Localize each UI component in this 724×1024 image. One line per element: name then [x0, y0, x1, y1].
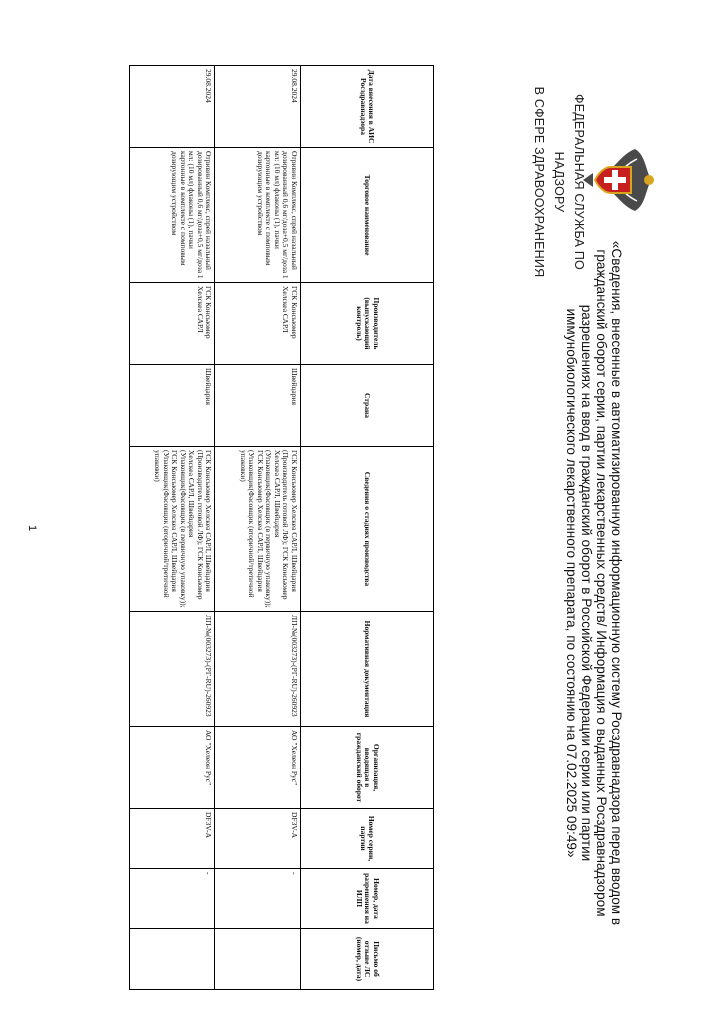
page-number: 1 [26, 525, 38, 532]
header-batch: Номер серии, партии [301, 809, 434, 869]
cell-manufacturer: ГСК Консьюмер Хелскеа САРЛ [215, 283, 301, 365]
cell-manufacturer: ГСК Консьюмер Хелскеа САРЛ [130, 283, 216, 365]
cell-batch: DF3V-A [215, 809, 301, 869]
table-row [215, 66, 301, 990]
agency-name-line-1: ФЕДЕРАЛЬНАЯ СЛУЖБА ПО НАДЗОРУ [552, 94, 586, 270]
cell-country: Швейцария [130, 365, 216, 447]
agency-name-line-2: В СФЕРЕ ЗДРАВООХРАНЕНИЯ [532, 86, 546, 278]
header-regulatory-doc: Нормативная документация [301, 612, 434, 727]
cell-trade-name: Отривин Комплекс, спрей назальный дозированный 0,6 мг/доза+0,5 мг/доза 1 мл: (10 мл) флаконы (1), пачки картонные в комплекте с помповым дозирующим устройством [130, 148, 216, 283]
header-organization: Организация, вводящая в гражданский оборот [301, 727, 434, 809]
cell-regulatory-doc: ЛП-№(003273)-(РГ-RU)-260923 [215, 612, 301, 727]
table-header-row [301, 66, 434, 990]
roszdravnadzor-emblem-icon [579, 145, 659, 215]
cell-trade-name: Отривин Комплекс, спрей назальный дозированный 0,6 мг/доза+0,5 мг/доза 1 мл: (10 мл) флаконы (1), пачки картонные в комплекте с помповым дозирующим устройством [215, 148, 301, 283]
cell-date: 29.08.2024 [130, 66, 216, 148]
header-manufacturer: Производитель (выпускающий контроль) [301, 283, 434, 365]
header-stages: Сведения о стадиях производства [301, 447, 434, 612]
cell-organization: АО "Хелеон Рус" [130, 727, 216, 809]
cell-recall [215, 929, 301, 990]
cell-regulatory-doc: ЛП-№(003273)-(РГ-RU)-260923 [130, 612, 216, 727]
header-date: Дата внесения в АИС Росздравнадзора [301, 66, 434, 148]
cell-batch: DF3V-A [130, 809, 216, 869]
cell-recall [130, 929, 216, 990]
cell-country: Швейцария [215, 365, 301, 447]
table-row [130, 66, 216, 990]
header-trade-name: Торговое наименование [301, 148, 434, 283]
registry-table [129, 65, 434, 990]
cell-stages: ГСК Консьюмер Хелскеа САРЛ, Швейцария (Производитель готовой ЛФ); ГСК Консьюмер Хелскеа САРЛ, Швейцария (Упаковщик(Фасовщик (в первичную упаковку)); ГСК Консьюмер Хелскеа САРЛ, Швейцария (Упаковщик(Фасовщик (вторичной/третичной упаковки) [215, 447, 301, 612]
cell-permit: - [215, 869, 301, 929]
header-permit: Номер, дата разрешения на ИЛП [301, 869, 434, 929]
cell-organization: АО "Хелеон Рус" [215, 727, 301, 809]
document-title: «Сведения, внесенные в автоматизированную информационную систему Росздравнадзора перед вводом в гражданский оборот серии, партии лекарственных средств/ Информация о выданных Росздравнадзором разрешениях на ввод в гражданский оборот в Российской Федерации серии или партии иммунобиологического лекарственного препарата, по состоянию на 07.02.2025 09:49» [564, 240, 624, 926]
header-country: Страна [301, 365, 434, 447]
header-recall: Письмо об отзыве ЛС (номер, дата) [301, 929, 434, 990]
cell-date: 29.08.2024 [215, 66, 301, 148]
cell-stages: ГСК Консьюмер Хелскеа САРЛ, Швейцария (Производитель готовой ЛФ); ГСК Консьюмер Хелскеа САРЛ, Швейцария (Упаковщик(Фасовщик (в первичную упаковку)); ГСК Консьюмер Хелскеа САРЛ, Швейцария (Упаковщик(Фасовщик (вторичной/третичной упаковки) [130, 447, 216, 612]
cell-permit: - [130, 869, 216, 929]
